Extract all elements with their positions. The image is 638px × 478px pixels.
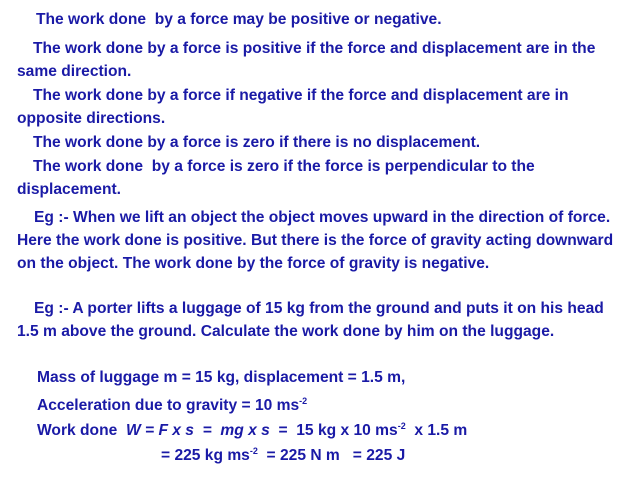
solution-gravity-line bbox=[37, 390, 307, 417]
solution-result-line bbox=[161, 440, 405, 467]
solution-mass-line: Mass of luggage m = 15 kg, displacement = 1.5 m, bbox=[37, 369, 406, 386]
work-equation: = 15 kg x 10 ms bbox=[269, 422, 398, 439]
statement-negative-work: The work done by a force if negative if the force and displacement are in opposite directions. bbox=[17, 87, 573, 127]
statement-zero-no-displacement: The work done by a force is zero if there is no displacement. bbox=[33, 134, 481, 151]
result-part-a: = 225 kg ms bbox=[161, 447, 250, 464]
statement-positive-or-negative: The work done by a force may be positive or negative. bbox=[36, 11, 442, 28]
work-formula: W = F x s = mg x s bbox=[125, 422, 270, 439]
work-label: Work done bbox=[37, 422, 126, 439]
statement-positive-work: The work done by a force is positive if the force and displacement are in the same direction. bbox=[17, 40, 600, 80]
work-exponent: -2 bbox=[397, 421, 406, 431]
result-part-b: = 225 N m = 225 J bbox=[257, 447, 406, 464]
example-porter-problem: Eg :- A porter lifts a luggage of 15 kg from the ground and puts it on his head 1.5 m above the ground. Calculate the work done by him on the luggage. bbox=[17, 300, 609, 340]
gravity-text: Acceleration due to gravity = 10 ms bbox=[37, 397, 300, 414]
gravity-exponent: -2 bbox=[299, 396, 308, 406]
work-tail: x 1.5 m bbox=[405, 422, 468, 439]
result-exponent: -2 bbox=[249, 446, 258, 456]
example-lift-object: Eg :- When we lift an object the object moves upward in the direction of force. Here the work done is positive. But there is the force of gravity acting downward on the object. The work done by the force of gravity is negative. bbox=[17, 209, 618, 272]
statement-zero-perpendicular: The work done by a force is zero if the force is perpendicular to the displacement. bbox=[17, 158, 540, 198]
solution-work-line bbox=[37, 415, 467, 442]
